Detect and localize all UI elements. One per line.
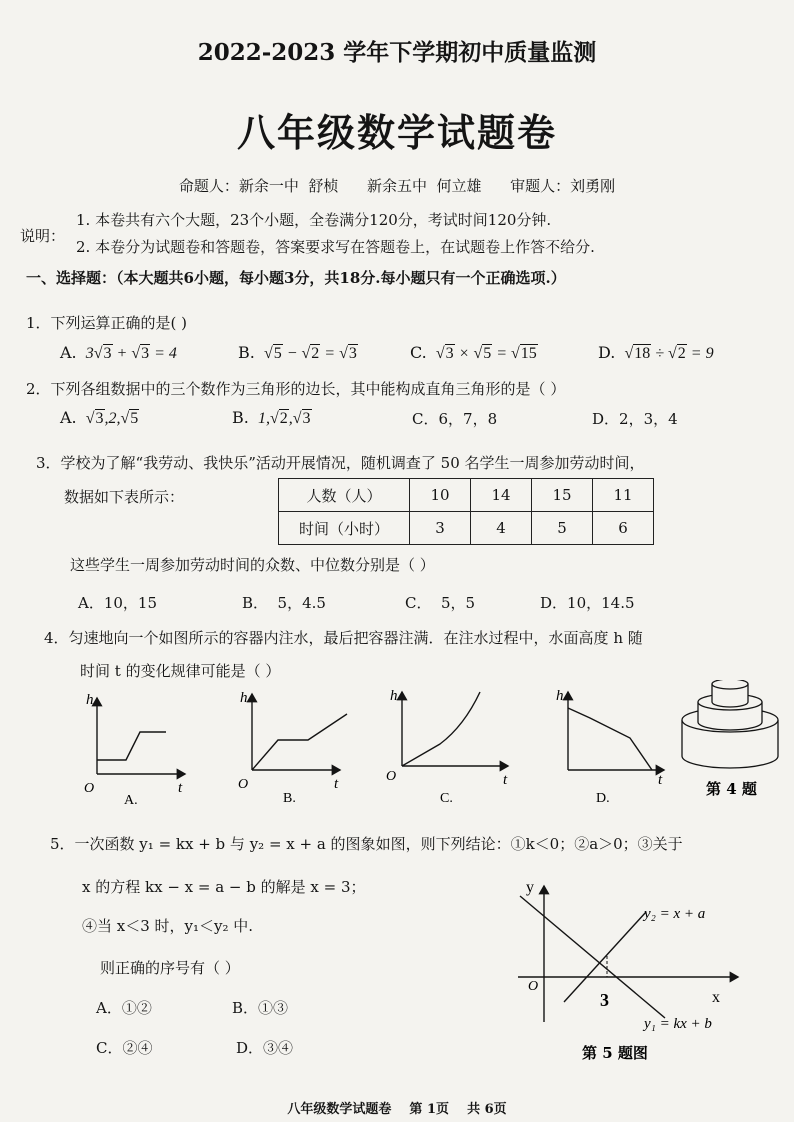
table-cell: 5 bbox=[532, 512, 593, 545]
graph-c-label: C. bbox=[440, 791, 453, 806]
graph-a-label: A. bbox=[124, 793, 138, 808]
q1-a-label: A. bbox=[60, 343, 77, 362]
table-cell: 3 bbox=[410, 512, 471, 545]
table-cell: 时间（小时） bbox=[279, 512, 410, 545]
curve bbox=[568, 708, 652, 770]
table-cell: 11 bbox=[593, 479, 654, 512]
table-cell: 15 bbox=[532, 479, 593, 512]
q2-option-c: C．6，7，8 bbox=[412, 410, 498, 428]
q2-b-label: B. bbox=[232, 408, 249, 427]
origin-label: O bbox=[386, 769, 397, 784]
notes-label: 说明： bbox=[20, 227, 66, 245]
q2-a-rendered: √3,2,√5 bbox=[85, 410, 139, 427]
q4-figure-caption: 第 4 题 bbox=[706, 780, 757, 798]
axis-h-label: h bbox=[556, 688, 564, 704]
q5-option-b: B．①③ bbox=[232, 999, 289, 1017]
axis-t-label: t bbox=[334, 776, 339, 792]
q1-d-rendered: √18 ÷ √2 = 9 bbox=[624, 345, 714, 362]
origin-label: O bbox=[238, 777, 249, 792]
axis-t-label: t bbox=[658, 772, 663, 788]
q2-option-d: D．2，3，4 bbox=[592, 410, 678, 428]
q2-a-label: A. bbox=[60, 408, 77, 427]
q3-data-table bbox=[278, 478, 654, 545]
q1-option-c bbox=[410, 343, 538, 363]
q3-option-c: C． 5，5 bbox=[405, 594, 476, 612]
q3-option-d: D．10，14.5 bbox=[540, 594, 635, 612]
table-cell: 6 bbox=[593, 512, 654, 545]
origin-label: O bbox=[84, 781, 95, 796]
q5-figure-caption: 第 5 题图 bbox=[582, 1044, 648, 1062]
page-footer: 八年级数学试题卷 第 1页 共 6页 bbox=[287, 1102, 507, 1117]
q3-stem: 3．学校为了解“我劳动、我快乐”活动开展情况，随机调查了 50 名学生一周参加劳动时间， bbox=[36, 454, 645, 472]
axis-h-label: h bbox=[390, 688, 398, 704]
q1-option-d bbox=[598, 343, 714, 363]
q1-option-a bbox=[60, 343, 177, 363]
q4-graph-a bbox=[84, 692, 185, 808]
table-row bbox=[279, 479, 654, 512]
authors-line: 命题人：新余一中 舒桢 新余五中 何立雄 审题人：刘勇刚 bbox=[178, 177, 616, 195]
q3-question: 这些学生一周参加劳动时间的众数、中位数分别是（ ） bbox=[70, 556, 435, 574]
q5-option-d: D．③④ bbox=[236, 1039, 294, 1057]
q5-stem-2: x 的方程 kx − x = a − b 的解是 x = 3； bbox=[82, 878, 366, 896]
q5-option-a: A．①② bbox=[96, 999, 152, 1017]
q3-option-a: A．10，15 bbox=[78, 594, 158, 612]
q1-c-label: C. bbox=[410, 343, 427, 362]
q1-d-label: D. bbox=[598, 343, 616, 362]
q1-b-rendered: √5 − √2 = √3 bbox=[263, 345, 357, 362]
q5-option-c: C．②④ bbox=[96, 1039, 153, 1057]
q1-c-rendered: √3 × √5 = √15 bbox=[435, 345, 537, 362]
x-three-label: 3 bbox=[600, 990, 609, 1010]
q4-stem-1: 4．匀速地向一个如图所示的容器内注水，最后把容器注满．在注水过程中，水面高度 h 随 bbox=[44, 629, 643, 647]
y2-line-label: y₂ = x + a bbox=[644, 906, 706, 922]
section-1-title: 一、选择题：（本大题共6小题，每小题3分，共18分.每小题只有一个正确选项.） bbox=[26, 269, 566, 287]
q1-stem: 1．下列运算正确的是( ) bbox=[26, 314, 188, 332]
axis-t-label: t bbox=[178, 780, 183, 796]
q4-container-figure bbox=[682, 680, 778, 768]
q5-question: 则正确的序号有（ ） bbox=[100, 959, 240, 977]
exam-title: 2022-2023 学年下学期初中质量监测 bbox=[197, 39, 597, 66]
table-row bbox=[279, 512, 654, 545]
table-cell: 10 bbox=[410, 479, 471, 512]
axis-h-label: h bbox=[86, 692, 94, 708]
line-y2 bbox=[564, 912, 646, 1002]
curve bbox=[97, 732, 166, 760]
y-axis-label: y bbox=[526, 879, 534, 896]
q5-stem-1: 5．一次函数 y₁ = kx + b 与 y₂ = x + a 的图象如图，则下列结论：①k＜0；②a＞0；③关于 bbox=[50, 835, 683, 853]
table-cell: 人数（人） bbox=[279, 479, 410, 512]
q2-b-rendered: 1,√2,√3 bbox=[253, 410, 311, 427]
table-cell: 4 bbox=[471, 512, 532, 545]
q2-stem: 2．下列各组数据中的三个数作为三角形的边长，其中能构成直角三角形的是（ ） bbox=[26, 380, 566, 398]
q1-b-label: B. bbox=[238, 343, 255, 362]
curve bbox=[252, 714, 347, 770]
q3-option-b: B． 5，4.5 bbox=[242, 594, 326, 612]
axis-t-label: t bbox=[503, 772, 508, 788]
graph-d-label: D. bbox=[596, 791, 610, 806]
curve bbox=[402, 692, 480, 766]
q1-a-rendered: 3√3 + √3 = 4 bbox=[81, 345, 177, 362]
q4-stem-2: 时间 t 的变化规律可能是（ ） bbox=[80, 662, 281, 680]
q4-graph-c bbox=[386, 688, 508, 806]
axis-h-label: h bbox=[240, 690, 248, 706]
q3-stem-2: 数据如下表所示： bbox=[64, 488, 185, 506]
y1-line-label: y₁ = kx + b bbox=[644, 1016, 712, 1032]
origin-label: O bbox=[528, 979, 539, 994]
x-axis-label: x bbox=[712, 989, 720, 1006]
graph-b-label: B. bbox=[283, 791, 296, 806]
paper-title: 八年级数学试题卷 bbox=[236, 110, 557, 155]
q2-option-b bbox=[232, 408, 312, 428]
q5-stem-3: ④当 x＜3 时，y₁＜y₂ 中. bbox=[82, 917, 254, 935]
q2-option-a bbox=[60, 408, 139, 428]
q1-option-b bbox=[238, 343, 358, 363]
table-cell: 14 bbox=[471, 479, 532, 512]
note-item-2: 2. 本卷分为试题卷和答题卷，答案要求写在答题卷上，在试题卷上作答不给分. bbox=[76, 238, 595, 256]
q4-graph-b bbox=[238, 690, 347, 806]
q5-function-graph bbox=[500, 872, 760, 1072]
note-item-1: 1. 本卷共有六个大题，23个小题，全卷满分120分，考试时间120分钟. bbox=[76, 211, 552, 229]
q4-graph-options bbox=[0, 680, 794, 810]
q4-graph-d bbox=[556, 688, 664, 806]
